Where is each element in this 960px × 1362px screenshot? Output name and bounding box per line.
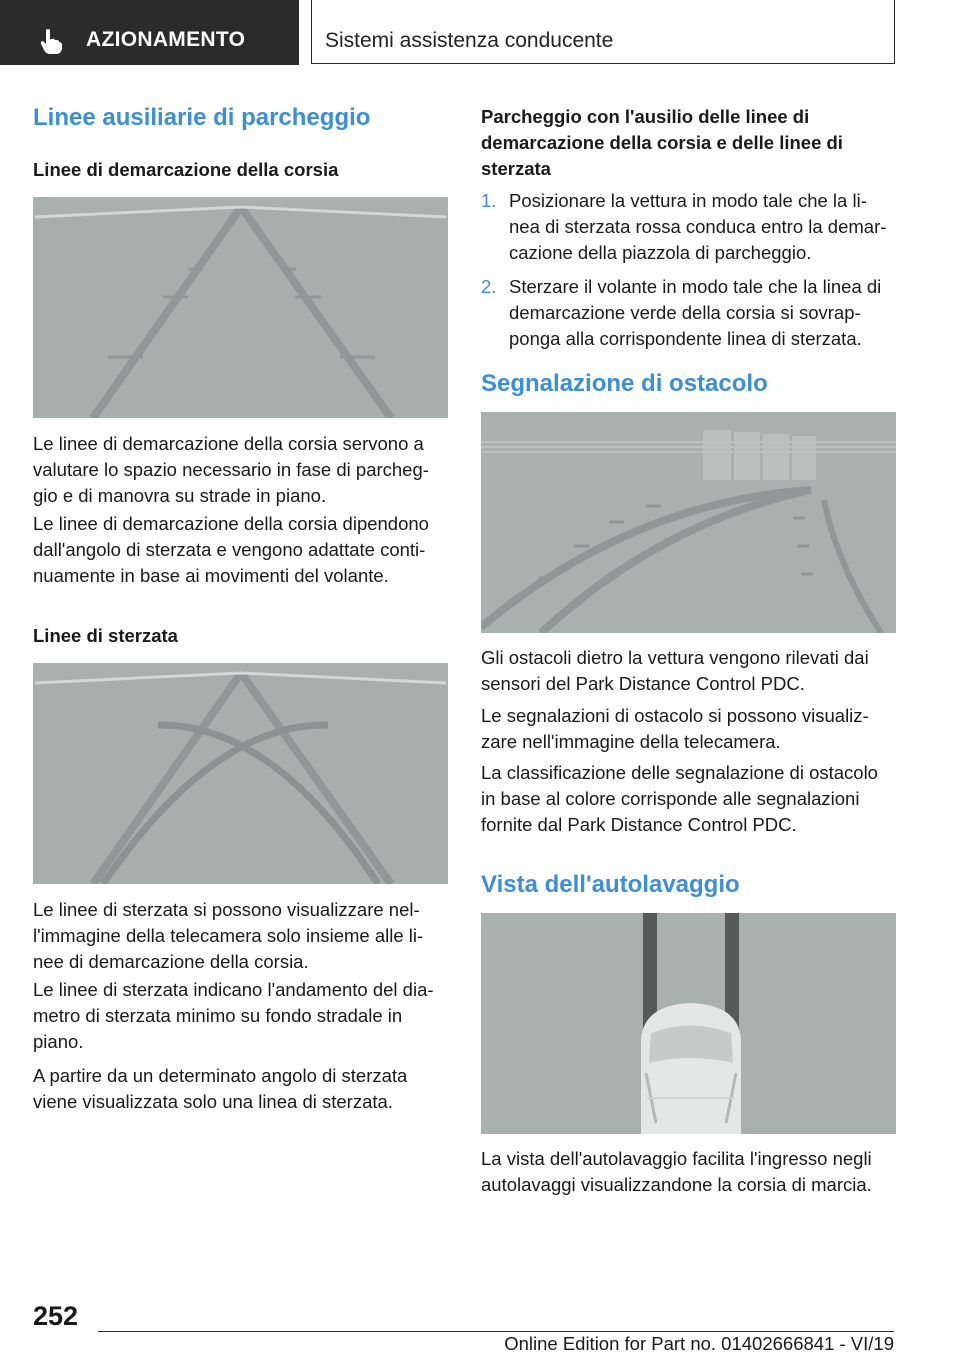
paragraph-carwash: La vista dell'autolavaggio facilita l'ingresso negli autolavaggi visualizzandone la corsia di marcia. xyxy=(481,1148,872,1195)
figure-lane-lines xyxy=(33,197,448,418)
section-title: Sistemi assistenza conducente xyxy=(325,29,614,52)
figure-obstacle xyxy=(481,412,896,633)
step-text: Posizionare la vettura in modo tale che la li-nea di sterzata rossa conduca entro la demar-cazione della piazzola di parcheggio. xyxy=(509,190,887,263)
step-number: 1. xyxy=(481,190,497,211)
section-header xyxy=(311,0,895,64)
page-number: 252 xyxy=(33,1301,79,1331)
paragraph-obstacle-1: Gli ostacoli dietro la vettura vengono rilevati dai sensori del Park Distance Control PDC. xyxy=(481,647,869,694)
chapter-title: AZIONAMENTO xyxy=(86,28,246,51)
paragraph-steering-3: A partire da un determinato angolo di sterzata viene visualizzata solo una linea di sterzata. xyxy=(33,1065,408,1112)
step-text: Sterzare il volante in modo tale che la linea di demarcazione verde della corsia si sovrap-ponga alla corrispondente linea di sterzata. xyxy=(509,276,882,349)
heading-carwash: Vista dell'autolavaggio xyxy=(481,871,740,898)
step-item xyxy=(481,188,896,266)
steps-list xyxy=(481,188,896,360)
hand-pointer-icon xyxy=(40,28,62,54)
chapter-tab[interactable] xyxy=(0,0,299,65)
subheading-lane-lines: Linee di demarcazione della corsia xyxy=(33,159,339,180)
heading-parking-lines: Linee ausiliarie di parcheggio xyxy=(33,104,371,131)
paragraph-obstacle-3: La classificazione delle segnalazione di ostacolo in base al colore corrisponde alle segnalazioni fornite dal Park Distance Control PDC. xyxy=(481,762,878,835)
footer-divider xyxy=(98,1331,894,1332)
figure-carwash xyxy=(481,913,896,1134)
paragraph-obstacle-2: Le segnalazioni di ostacolo si possono visualiz-zare nell'immagine della telecamera. xyxy=(481,705,869,752)
paragraph-lane-1: Le linee di demarcazione della corsia servono a valutare lo spazio necessario in fase di parcheg-gio e di manovra su strade in piano. xyxy=(33,433,429,506)
step-number: 2. xyxy=(481,276,497,297)
paragraph-lane-2: Le linee di demarcazione della corsia dipendono dall'angolo di sterzata e vengono adattate conti-nuamente in base ai movimenti del volante. xyxy=(33,513,429,586)
subheading-steering-lines: Linee di sterzata xyxy=(33,625,178,646)
footer-edition: Online Edition for Part no. 01402666841 - VI/19 xyxy=(504,1333,894,1354)
heading-obstacle: Segnalazione di ostacolo xyxy=(481,370,768,397)
paragraph-steering-2: Le linee di sterzata indicano l'andamento del dia-metro di sterzata minimo su fondo stradale in piano. xyxy=(33,979,434,1052)
subheading-parking-procedure: Parcheggio con l'ausilio delle linee di demarcazione della corsia e delle linee di sterzata xyxy=(481,106,843,179)
figure-steering-lines xyxy=(33,663,448,884)
step-item xyxy=(481,274,896,352)
paragraph-steering-1: Le linee di sterzata si possono visualizzare nel-l'immagine della telecamera solo insieme alle li-nee di demarcazione della corsia. xyxy=(33,899,424,972)
